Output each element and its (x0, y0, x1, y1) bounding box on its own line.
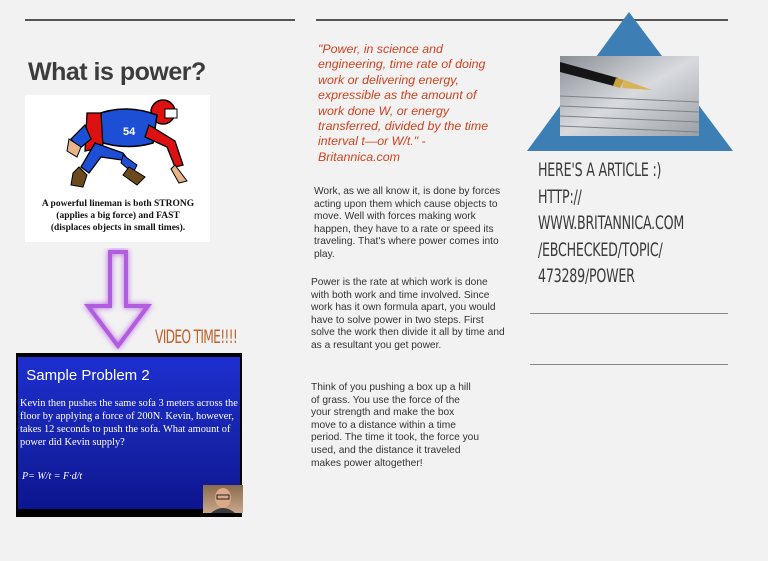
paragraph-box-example: Think of you pushing a box up a hill of grass. You use the force of the your strength and make the box move to a distance within a time period. The time it took, the force you used, and the distance it traveled makes power altogether! (311, 382, 479, 469)
article-line: HTTP:// (538, 185, 582, 208)
paragraph-work: Work, as we all know it, is done by forces acting upon them which cause objects to move. Well with forces making work happen, they have to a rate or speed its traveling. That's where power comes into play. (314, 186, 501, 260)
article-line: /EBCHECKED/TOPIC/ (538, 238, 663, 261)
slide-text: Kevin then pushes the same sofa 3 meters across the floor by applying a force of 200N. Kevin, however, takes 12 seconds to push the sofa. What amount of power did Kevin supply? (20, 398, 238, 448)
video-player[interactable] (16, 353, 242, 517)
lineman-caption: A powerful lineman is both STRONG (applies a big force) and FAST (displaces objects in small times). (41, 199, 195, 233)
video-slide (18, 357, 240, 509)
divider-right-1 (530, 313, 728, 314)
lineman-figure (25, 95, 210, 195)
britannica-quote: "Power, in science and engineering, time rate of doing work or delivering energy, expressible as the amount of work done W, or energy transferred, divided by the time interval t—or W/t." - Britannica.com (318, 42, 489, 164)
article-line: WWW.BRITANNICA.COM (538, 212, 685, 234)
video-time-label: VIDEO TIME!!!! (155, 326, 238, 348)
top-divider-left (25, 19, 295, 21)
presenter-thumbnail (203, 485, 243, 513)
page-title: What is power? (28, 58, 206, 86)
pen-photo (560, 56, 699, 136)
divider-right-2 (530, 364, 728, 365)
fountain-pen-icon (560, 56, 699, 136)
slide-title: Sample Problem 2 (26, 367, 150, 384)
article-line: HERE'S A ARTICLE :) (538, 159, 662, 181)
svg-text:54: 54 (123, 126, 136, 138)
power-formula: P= W/t = F·d/t (22, 471, 83, 482)
paragraph-power-rate: Power is the rate at which work is done with both work and time involved. Since work has it own formula apart, you would have to solve power in two steps. First solve the work then divide it all by time and as a resultant you get power. (311, 277, 505, 351)
article-link[interactable] (538, 157, 716, 290)
presenter-icon (203, 485, 243, 513)
article-line: 473289/POWER (538, 265, 635, 287)
down-arrow-icon (78, 248, 158, 353)
